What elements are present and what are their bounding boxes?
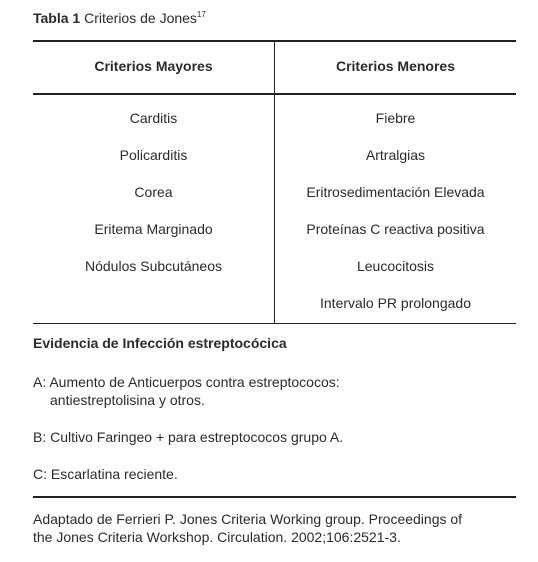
evidence-item [33,465,513,483]
criterio-mayor: Nódulos Subcutáneos [85,258,222,274]
evidence-item-text: B: Cultivo Faringeo + para estreptococos grupo A. [33,429,344,445]
evidence-item-text: A: Aumento de Anticuerpos contra estreptococos: [33,374,340,390]
criterio-menor: Intervalo PR prolongado [320,295,471,311]
table-caption [33,9,206,27]
evidence-title: Evidencia de Infección estreptocócica [33,335,287,351]
source-footnote-line: Adaptado de Ferrieri P. Jones Criteria Working group. Proceedings of [33,511,463,527]
criterio-mayor: Eritema Marginado [94,221,213,237]
criterios-menores-list [275,109,516,331]
criterio-menor: Proteínas C reactiva positiva [306,221,485,237]
evidence-bottom-rule [33,496,516,498]
table-bottom-rule [33,323,516,324]
criterio-menor: Fiebre [375,110,416,126]
criterio-menor: Leucocitosis [356,258,435,274]
evidence-item [33,373,513,409]
table-header-rule [33,93,516,95]
evidence-item-text: C: Escarlatina reciente. [33,466,178,482]
source-footnote-line: the Jones Criteria Workshop. Circulation. 2002;106:2521-3. [33,529,401,545]
evidence-item [33,428,513,446]
source-footnote [33,510,523,546]
evidence-item-text-continued: antiestreptolisina y otros. [50,392,205,408]
criterio-mayor: Carditis [129,110,178,126]
table-caption-title: Criterios de Jones [84,10,197,26]
header-criterios-mayores: Criterios Mayores [94,58,213,74]
table-caption-label: Tabla 1 [33,10,81,26]
criterio-menor: Eritrosedimentación Elevada [306,184,485,200]
criterio-mayor: Corea [134,184,173,200]
header-criterios-menores: Criterios Menores [335,58,456,74]
evidence-list [33,373,513,502]
criterio-menor: Artralgias [365,147,426,163]
criterios-mayores-list [33,109,274,294]
table-caption-reference: 17 [196,10,206,19]
criterio-mayor: Policarditis [119,147,188,163]
